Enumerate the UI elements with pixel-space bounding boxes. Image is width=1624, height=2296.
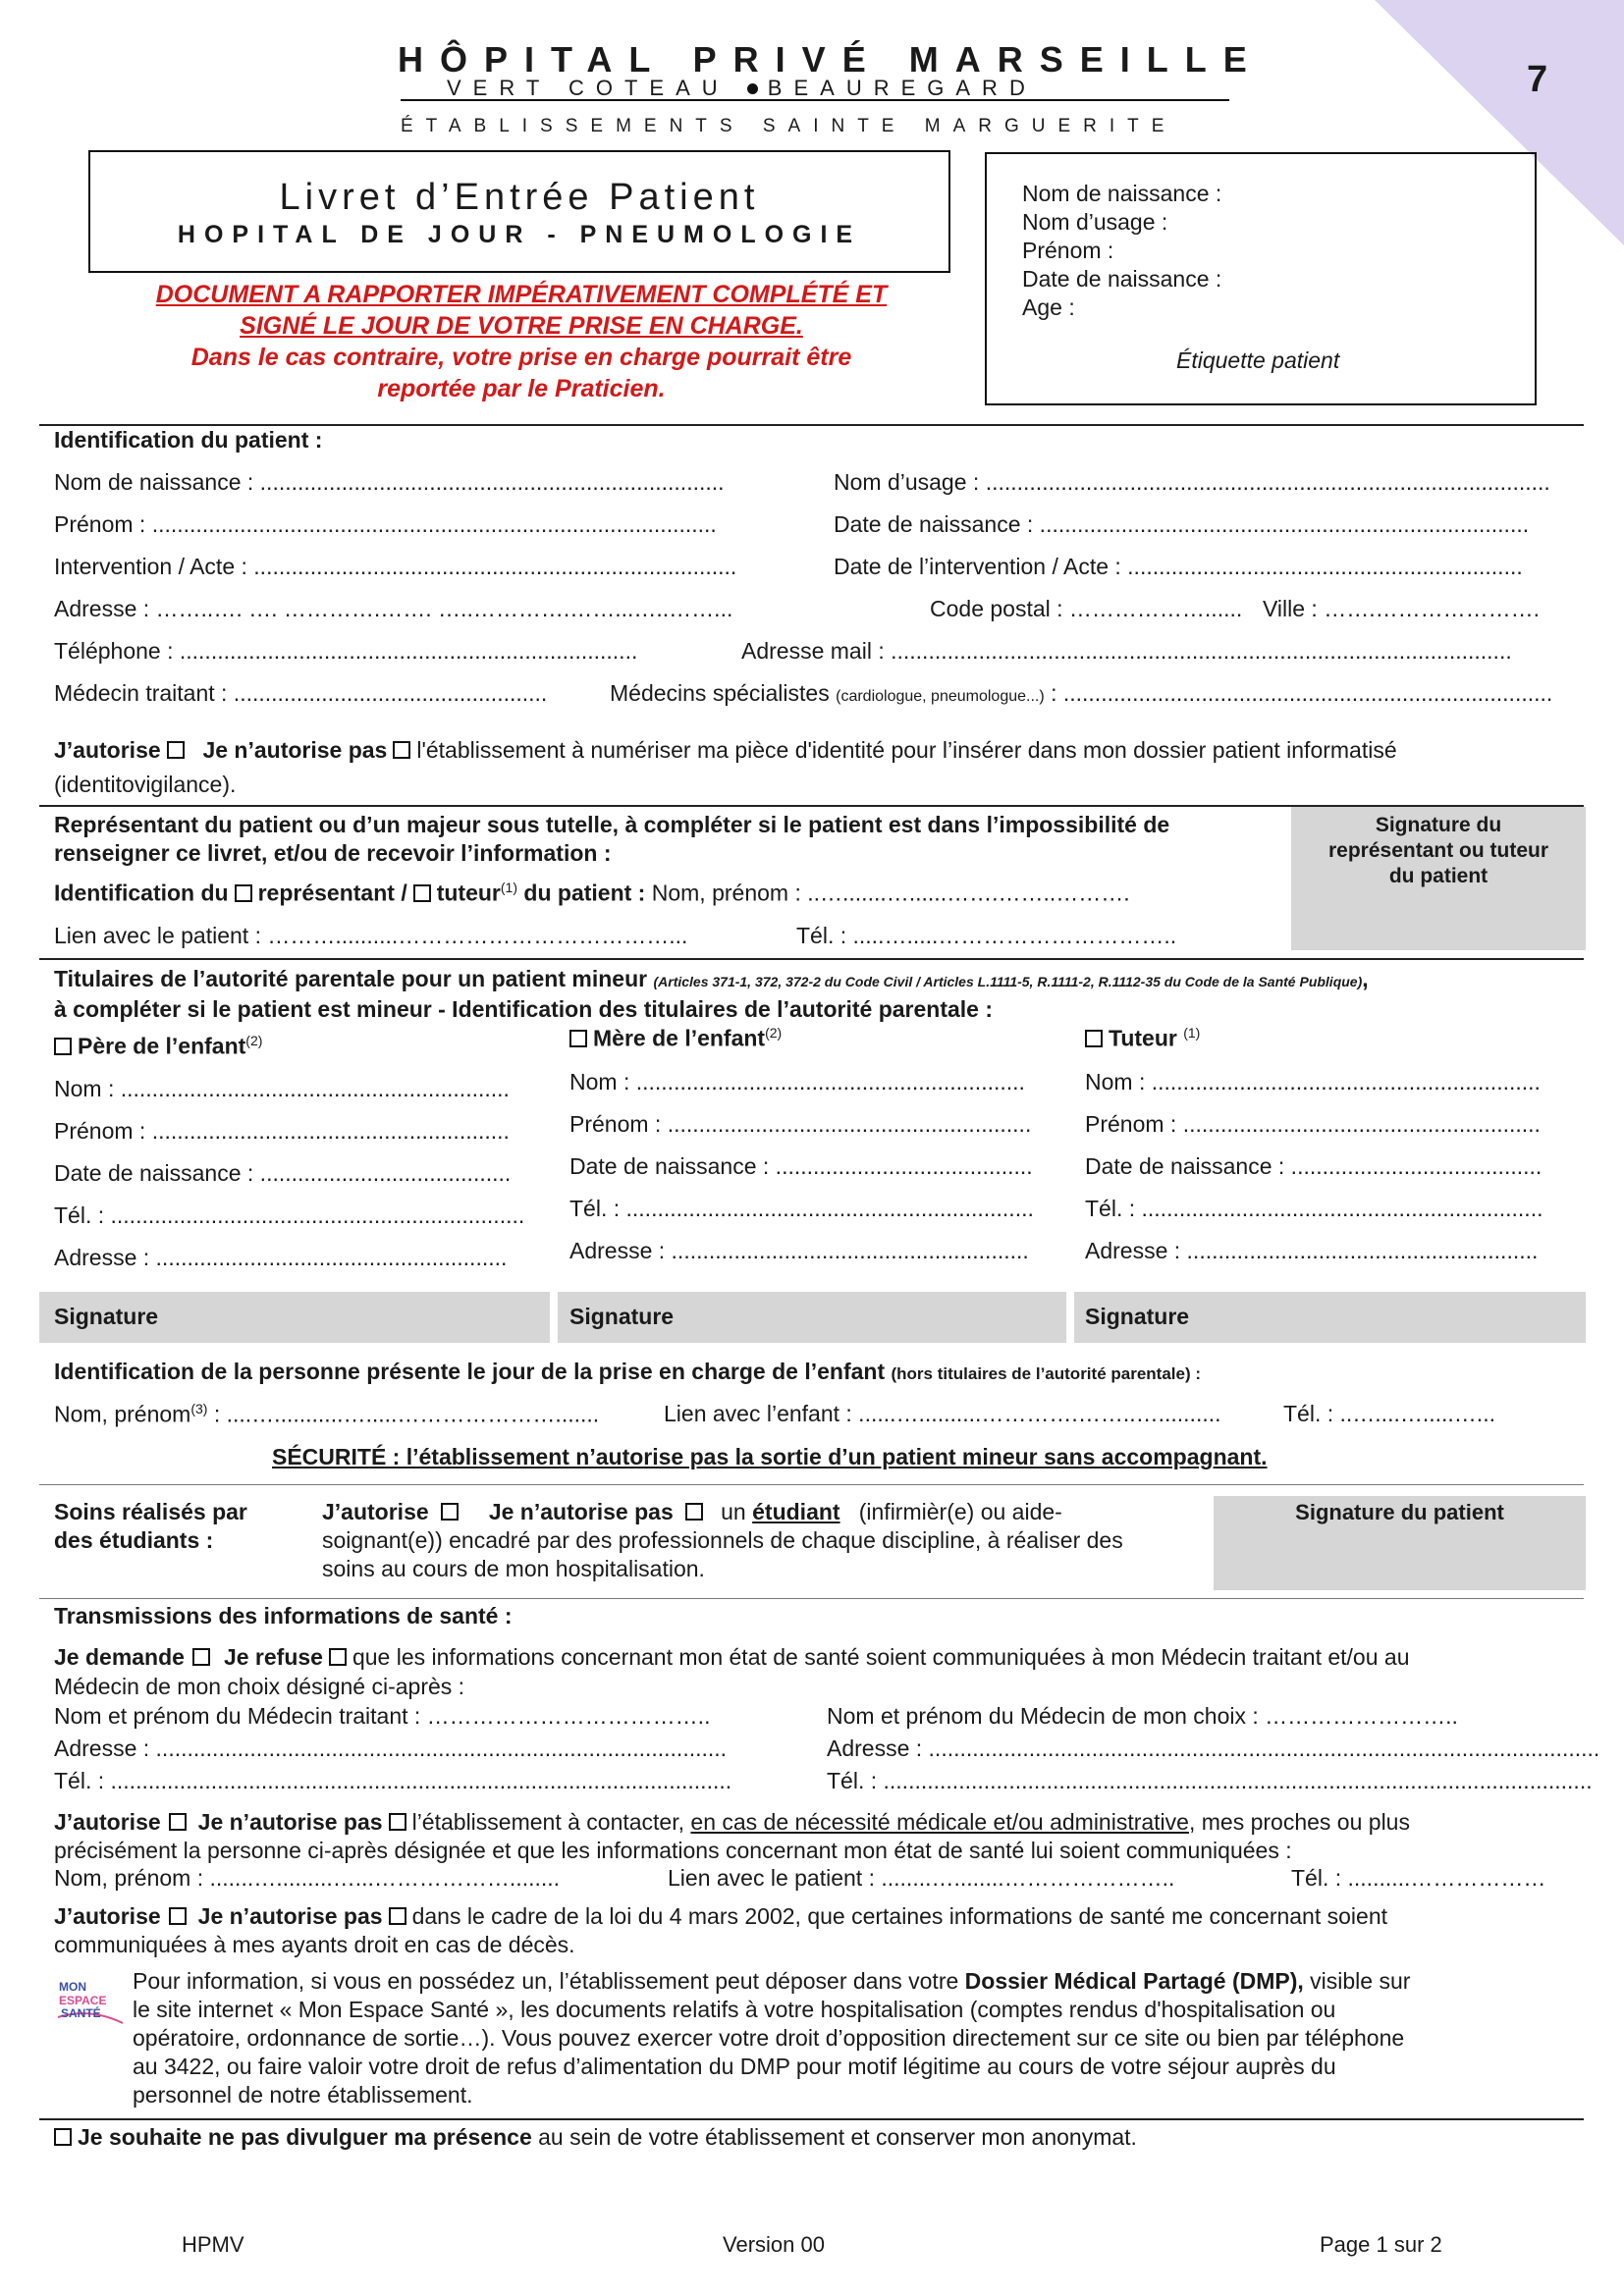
- contact-consent: [54, 1809, 1410, 1836]
- warning-notice: [90, 279, 952, 404]
- sig-line: représentant ou tuteur: [1327, 839, 1549, 862]
- warning-line-4: reportée par le Praticien.: [377, 375, 666, 402]
- mother-phone-field[interactable]: Tél. : .................................................................: [569, 1196, 1034, 1221]
- label-birth-date: Date de naissance :: [1022, 266, 1222, 292]
- city-field[interactable]: Ville : …….………………….: [1263, 596, 1540, 621]
- id-scan-text: l'établissement à numériser ma pièce d'identité pour l’insérer dans mon dossier patient informatisé: [416, 737, 1397, 763]
- logo-icon: [56, 1978, 125, 2029]
- divider: [39, 424, 1584, 426]
- footnote-2: (2): [245, 1033, 263, 1048]
- warning-line-2: SIGNÉ LE JOUR DE VOTRE PRISE EN CHARGE.: [240, 312, 803, 340]
- label-age: Age :: [1022, 294, 1075, 320]
- logo-text-2: ESPACE: [59, 1994, 107, 2007]
- authorize-checkbox[interactable]: [169, 1907, 187, 1925]
- patient-signature-label: Signature du patient: [1295, 1500, 1504, 1524]
- logo-text-1: MON: [59, 1980, 86, 1994]
- authorize-label: J’autorise: [322, 1499, 429, 1524]
- label-birth-name: Nom de naissance :: [1022, 181, 1222, 206]
- students-consent: [322, 1499, 1062, 1525]
- not-authorize-checkbox[interactable]: [389, 1813, 406, 1831]
- footnote-1: (1): [1183, 1025, 1201, 1041]
- present-relation-field[interactable]: Lien avec l’enfant : ......…..........………….……..…..........: [664, 1401, 1221, 1426]
- authorize-label: J’autorise: [54, 737, 161, 763]
- authorize-checkbox[interactable]: [169, 1813, 187, 1831]
- usage-name-field[interactable]: Nom d’usage : ..........................................................................................: [834, 469, 1550, 495]
- students-word: étudiant: [752, 1499, 840, 1524]
- representative-phone-field[interactable]: Tél. : .....….....…………………………..: [796, 923, 1177, 948]
- parental-title-1: Titulaires de l’autorité parentale pour un patient mineur (Articles 371-1, 372, 372-2 du Code Civil / Articles L.1111-5, R.1111-2, R.1112-35 du Code de la Santé Publique),: [54, 966, 1369, 991]
- sig-line: du patient: [1388, 865, 1489, 887]
- tutor-signature-label: Signature: [1085, 1304, 1190, 1329]
- gp-field[interactable]: Médecin traitant : ..................................................: [54, 680, 548, 706]
- present-name-field[interactable]: [54, 1401, 599, 1428]
- present-name-label: Nom, prénom: [54, 1401, 191, 1427]
- present-title: Identification de la personne présente le jour de la prise en charge de l’enfant: [54, 1359, 886, 1384]
- chosen-doctor-name-field[interactable]: Nom et prénom du Médecin de mon choix : ……………………..: [827, 1703, 1458, 1729]
- tutor-name-field[interactable]: Nom : ..............................................................: [1085, 1069, 1541, 1095]
- divider: [39, 2118, 1584, 2120]
- authorize-checkbox[interactable]: [167, 741, 185, 759]
- transmission-text-1: que les informations concernant mon état de santé soient communiquées à mon Médecin traitant et/ou au: [352, 1644, 1410, 1670]
- patient-label-box[interactable]: [985, 152, 1537, 405]
- tutor-birthdate-field[interactable]: Date de naissance : ........................................: [1085, 1153, 1543, 1179]
- representative-identification: [54, 880, 1130, 907]
- chosen-doctor-phone-field[interactable]: Tél. : .................................................................................................................: [827, 1768, 1593, 1793]
- transmission-title: Transmissions des informations de santé :: [54, 1603, 513, 1629]
- footnote-1: (1): [500, 880, 518, 895]
- dmp-line-3: opératoire, ordonnance de sortie…). Vous pouvez exercer votre droit d’opposition directement sur ce site ou bien par téléphone: [133, 2025, 1405, 2051]
- label-first-name: Prénom :: [1022, 238, 1114, 263]
- not-authorize-label: Je n’autorise pas: [202, 737, 388, 763]
- representative-option: représentant /: [257, 880, 407, 906]
- footer-version: Version 00: [723, 2232, 825, 2257]
- tutor-checkbox[interactable]: [1085, 1030, 1103, 1047]
- father-header: [54, 1033, 262, 1060]
- site-right: BEAUREGARD: [767, 76, 1037, 100]
- page-number: 7: [1527, 59, 1548, 100]
- dmp-line-2: le site internet « Mon Espace Santé », les documents relatifs à votre hospitalisation (comptes rendus d'hospitalisation ou: [133, 1997, 1336, 2022]
- address-field[interactable]: Adresse : ……..…. …. ………….……. …..………….……...…..……...: [54, 596, 733, 621]
- divider: [39, 1598, 1584, 1599]
- death-text-1: dans le cadre de la loi du 4 mars 2002, que certaines informations de santé me concernant soient: [411, 1903, 1388, 1929]
- refuse-checkbox[interactable]: [329, 1648, 347, 1666]
- tutor-address-field[interactable]: Adresse : ........................................................: [1085, 1238, 1539, 1263]
- students-un: un: [721, 1499, 746, 1524]
- father-firstname-field[interactable]: Prénom : .........................................................: [54, 1118, 510, 1144]
- tutor-firstname-field[interactable]: Prénom : .........................................................: [1085, 1111, 1541, 1137]
- anonymity-text: au sein de votre établissement et conserver mon anonymat.: [538, 2124, 1137, 2150]
- contact-text-2: précisément la personne ci-après désignée et que les informations concernant mon état de santé lui soient communiquées :: [54, 1838, 1292, 1863]
- group-name: ÉTABLISSEMENTS SAINTE MARGUERITE: [401, 116, 1177, 136]
- representative-signature-label: [1291, 813, 1586, 889]
- transmission-text-2: Médecin de mon choix désigné ci-après :: [54, 1674, 465, 1699]
- anonymity-bold: Je souhaite ne pas divulguer ma présence: [78, 2124, 532, 2150]
- warning-line-1: DOCUMENT A RAPPORTER IMPÉRATIVEMENT COMPLÉTÉ ET: [155, 281, 888, 308]
- birth-name-field[interactable]: Nom de naissance : ..........................................................................: [54, 469, 725, 495]
- mother-label: Mère de l’enfant: [593, 1025, 766, 1051]
- representative-checkbox[interactable]: [235, 884, 252, 902]
- mother-signature-label: Signature: [569, 1304, 675, 1329]
- specialists-label: Médecins spécialistes: [610, 680, 830, 706]
- anonymity-option: [54, 2124, 1137, 2151]
- label-usage-name: Nom d’usage :: [1022, 209, 1168, 235]
- not-authorize-checkbox[interactable]: [685, 1503, 703, 1521]
- specialists-field[interactable]: [610, 680, 1552, 707]
- dmp-text-a: Pour information, si vous en possédez un, l’établissement peut déposer dans votre: [133, 1968, 959, 1994]
- present-name-dots: : ....…...........….....………………….......: [207, 1401, 600, 1427]
- mon-espace-sante-logo: [56, 1978, 125, 2029]
- students-text-1: (infirmièr(e) ou aide-: [858, 1499, 1062, 1524]
- students-label-2: des étudiants :: [54, 1527, 214, 1553]
- birth-date-field[interactable]: Date de naissance : ..............................................................................: [834, 511, 1530, 537]
- representative-ident-label: Identification du: [54, 880, 229, 906]
- representative-title-1: Représentant du patient ou d’un majeur sous tutelle, à compléter si le patient est dans l’impossibilité de: [54, 812, 1170, 837]
- anonymity-checkbox[interactable]: [54, 2128, 72, 2146]
- contact-text-c: , mes proches ou plus: [1188, 1809, 1410, 1835]
- dmp-line-4: au 3422, ou faire valoir votre droit de refus d’alimentation du DMP pour motif légitime au cours de votre séjour auprès du: [133, 2054, 1336, 2079]
- hospital-sites: [447, 76, 1037, 101]
- logo-text-3: SANTÉ: [61, 2006, 101, 2020]
- footnote-3: (3): [190, 1401, 208, 1416]
- contact-phone-field[interactable]: Tél. : ..........………………: [1291, 1865, 1546, 1891]
- contact-text-b: en cas de nécessité médicale et/ou administrative: [690, 1809, 1189, 1835]
- not-authorize-checkbox[interactable]: [389, 1907, 406, 1925]
- authorize-checkbox[interactable]: [441, 1503, 459, 1521]
- warning-line-3: Dans le cas contraire, votre prise en charge pourrait être: [190, 344, 852, 371]
- parental-legal-note: (Articles 371-1, 372, 372-2 du Code Civil / Articles L.1111-5, R.1111-2, R.1112-35 du Code de la Santé Publique): [653, 974, 1363, 989]
- identification-heading: Identification du patient :: [54, 427, 323, 453]
- representative-title-2: renseigner ce livret, et/ou de recevoir l’information :: [54, 840, 612, 866]
- transmission-request: [54, 1644, 1410, 1671]
- footer-page: Page 1 sur 2: [1320, 2232, 1442, 2257]
- father-label: Père de l’enfant: [78, 1033, 246, 1059]
- tutor-phone-field[interactable]: Tél. : ................................................................: [1085, 1196, 1543, 1221]
- father-address-field[interactable]: Adresse : ........................................................: [54, 1245, 508, 1270]
- death-text-2: communiquées à mes ayants droit en cas de décès.: [54, 1932, 575, 1957]
- email-field[interactable]: Adresse mail : ...................................................................................................: [741, 638, 1512, 664]
- gp-address-field[interactable]: Adresse : ...........................................................................................: [54, 1735, 728, 1761]
- representative-relation-field[interactable]: Lien avec le patient : ………..........………………………………...: [54, 923, 688, 948]
- mother-firstname-field[interactable]: Prénom : ..........................................................: [569, 1111, 1032, 1137]
- contact-name-field[interactable]: Nom, prénom : .......….........…...………………........: [54, 1865, 561, 1891]
- dmp-text-b: Dossier Médical Partagé (DMP),: [964, 1968, 1304, 1994]
- first-name-field[interactable]: Prénom : ..........................................................................................: [54, 511, 717, 537]
- present-phone-field[interactable]: Tél. : ..…....….....…...: [1283, 1401, 1495, 1426]
- dmp-line-1: [133, 1968, 1410, 1995]
- dmp-text-c: visible sur: [1310, 1968, 1411, 1994]
- parental-title: Titulaires de l’autorité parentale pour un patient mineur: [54, 966, 648, 991]
- footnote-2: (2): [765, 1025, 783, 1041]
- specialists-dots: : ..............................................................................: [1044, 680, 1553, 706]
- specialists-note: (cardiologue, pneumologue...): [836, 688, 1045, 705]
- document-subtitle: HOPITAL DE JOUR - PNEUMOLOGIE: [177, 221, 862, 248]
- representative-suffix: du patient :: [523, 880, 646, 906]
- not-authorize-label: Je n’autorise pas: [197, 1903, 383, 1929]
- tutor-label: Tuteur: [1109, 1025, 1177, 1051]
- sig-line: Signature du: [1375, 814, 1502, 836]
- postal-code-field[interactable]: Code postal : ………………......: [930, 596, 1243, 621]
- present-person-title: [54, 1359, 1201, 1385]
- not-authorize-label: Je n’autorise pas: [197, 1809, 383, 1835]
- tutor-header: [1085, 1025, 1200, 1052]
- id-scan-text-2: (identitovigilance).: [54, 772, 237, 797]
- security-notice: SÉCURITÉ : l’établissement n’autorise pas la sortie d’un patient mineur sans accompagnant.: [272, 1444, 1268, 1469]
- not-authorize-label: Je n’autorise pas: [488, 1499, 674, 1524]
- father-birthdate-field[interactable]: Date de naissance : ........................................: [54, 1160, 512, 1186]
- label-caption: Étiquette patient: [1176, 347, 1340, 373]
- phone-field[interactable]: Téléphone : .........................................................................: [54, 638, 638, 664]
- mother-header: [569, 1025, 782, 1052]
- not-authorize-checkbox[interactable]: [393, 741, 410, 759]
- mother-birthdate-field[interactable]: Date de naissance : .........................................: [569, 1153, 1033, 1179]
- refuse-label: Je refuse: [223, 1644, 323, 1670]
- authorize-label: J’autorise: [54, 1809, 161, 1835]
- father-signature-label: Signature: [54, 1304, 159, 1329]
- gp-name-field[interactable]: Nom et prénom du Médecin traitant : ………………………………..: [54, 1703, 711, 1729]
- title-box: [88, 150, 950, 273]
- students-label-1: Soins réalisés par: [54, 1499, 247, 1524]
- students-text-2: soignant(e)) encadré par des professionnels de chaque discipline, à réaliser des: [322, 1527, 1123, 1553]
- father-phone-field[interactable]: Tél. : ..................................................................: [54, 1202, 525, 1228]
- id-scan-consent: [54, 737, 1397, 764]
- authorize-label: J’autorise: [54, 1903, 161, 1929]
- divider: [39, 958, 1584, 960]
- intervention-field[interactable]: Intervention / Acte : .............................................................................: [54, 554, 737, 579]
- hospital-name: HÔPITAL PRIVÉ MARSEILLE: [398, 39, 1264, 80]
- death-consent: [54, 1903, 1387, 1930]
- tutor-option: tuteur: [436, 880, 501, 906]
- present-title-note: (hors titulaires de l’autorité parentale) :: [891, 1364, 1202, 1383]
- divider: [39, 1484, 1584, 1485]
- mother-checkbox[interactable]: [569, 1030, 587, 1047]
- gp-phone-field[interactable]: Tél. : ...................................................................................................: [54, 1768, 732, 1793]
- father-checkbox[interactable]: [54, 1038, 72, 1055]
- mother-name-field[interactable]: Nom : ..............................................................: [569, 1069, 1025, 1095]
- contact-text-a: l’établissement à contacter,: [411, 1809, 685, 1835]
- dmp-line-5: personnel de notre établissement.: [133, 2082, 473, 2108]
- tutor-checkbox[interactable]: [413, 884, 431, 902]
- intervention-date-field[interactable]: Date de l’intervention / Acte : ...............................................................: [834, 554, 1523, 579]
- header-rule: [401, 99, 1229, 101]
- document-title: Livret d’Entrée Patient: [279, 177, 760, 218]
- bullet-icon: [747, 83, 758, 94]
- request-checkbox[interactable]: [192, 1648, 210, 1666]
- chosen-doctor-address-field[interactable]: Adresse : ...........................................................................................................: [827, 1735, 1600, 1761]
- parental-title-2: à compléter si le patient est mineur - Identification des titulaires de l’autorité parentale :: [54, 996, 994, 1022]
- site-left: VERT COTEAU: [447, 76, 730, 100]
- request-label: Je demande: [54, 1644, 185, 1670]
- father-name-field[interactable]: Nom : ..............................................................: [54, 1076, 510, 1101]
- contact-relation-field[interactable]: Lien avec le patient : ........…........…………………..: [668, 1865, 1175, 1891]
- footer-left: HPMV: [182, 2232, 244, 2257]
- mother-address-field[interactable]: Adresse : .........................................................: [569, 1238, 1029, 1263]
- students-text-3: soins au cours de mon hospitalisation.: [322, 1556, 705, 1581]
- representative-name-field[interactable]: Nom, prénom : ..….......…......…….……..……….: [651, 880, 1130, 906]
